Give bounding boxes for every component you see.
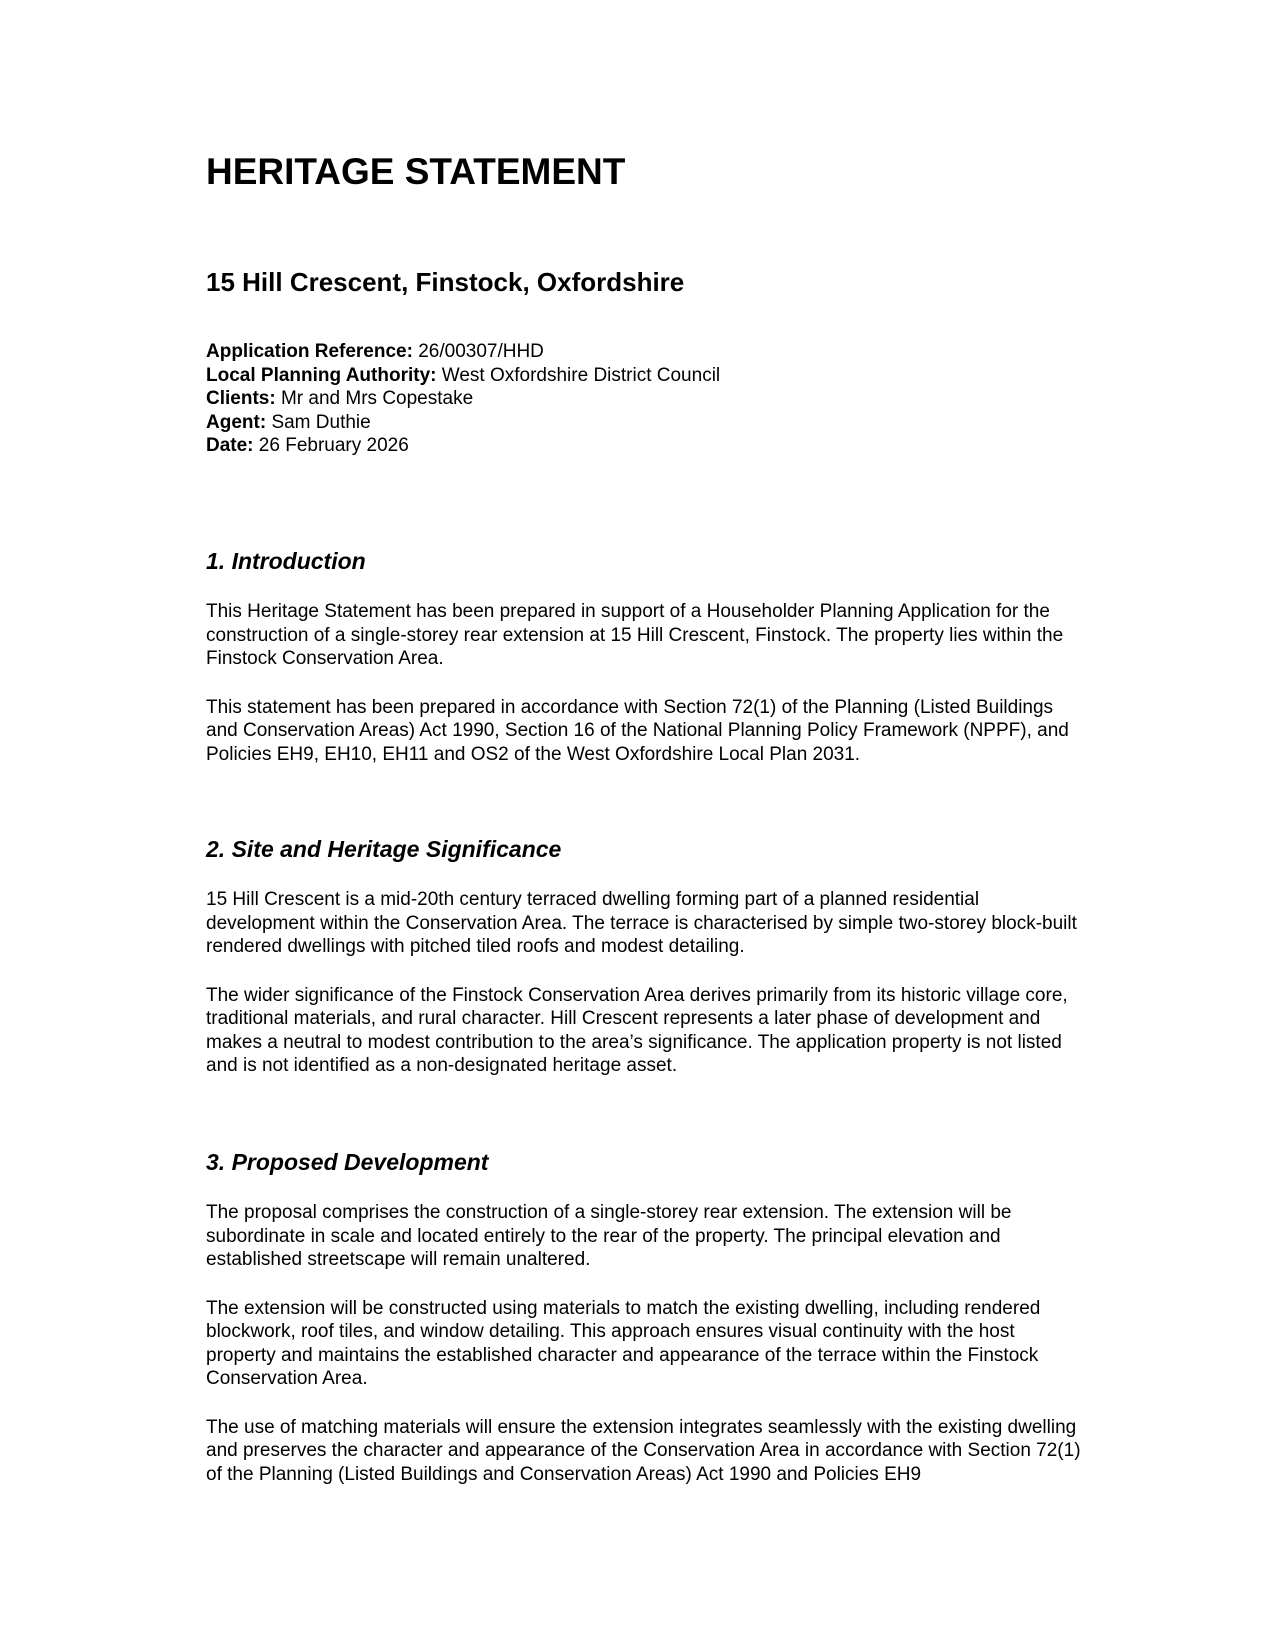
paragraph: The use of matching materials will ensure the extension integrates seamlessly with the existing dwelling and preserves the character and appearance of the Conservation Area in accordance with Section 72(1) of the Planning (Listed Buildings and Conservation Areas) Act 1990 and Policies EH9 [206, 1416, 1081, 1485]
section-proposed-development [206, 1148, 1086, 1486]
section-heading: 2. Site and Heritage Significance [206, 836, 562, 862]
paragraph: This statement has been prepared in accordance with Section 72(1) of the Planning (Listed Buildings and Conservation Areas) Act 1990, Section 16 of the National Planning Policy Framework (NPPF), and Policies EH9, EH10, EH11 and OS2 of the West Oxfordshire Local Plan 2031. [206, 696, 1069, 765]
meta-label: Clients: [206, 388, 276, 409]
meta-row-date [206, 434, 1086, 458]
meta-label: Application Reference: [206, 341, 413, 362]
paragraph: 15 Hill Crescent is a mid-20th century terraced dwelling forming part of a planned residential development within the Conservation Area. The terrace is characterised by simple two-storey block-built rendered dwellings with pitched tiled roofs and modest detailing. [206, 889, 1077, 957]
meta-value: 26/00307/HHD [418, 341, 544, 362]
meta-row-application-reference [206, 340, 1086, 364]
meta-label: Agent: [206, 411, 267, 433]
meta-row-agent [206, 411, 1086, 435]
meta-value: Mr and Mrs Copestake [280, 388, 474, 409]
meta-label: Date: [206, 435, 254, 456]
paragraph: The extension will be constructed using materials to match the existing dwelling, including rendered blockwork, roof tiles, and window detailing. This approach ensures visual continuity with the host property and maintains the established character and appearance of the terrace within the Finstock Conservation Area. [206, 1297, 1041, 1389]
paragraph: The proposal comprises the construction of a single-storey rear extension. The extension will be subordinate in scale and located entirely to the rear of the property. The principal elevation and established streetscape will remain unaltered. [206, 1202, 1012, 1270]
section-heading: 3. Proposed Development [206, 1149, 489, 1175]
meta-value: Sam Duthie [271, 411, 371, 433]
document-title: HERITAGE STATEMENT [206, 151, 626, 192]
section-site-significance [206, 835, 1086, 1078]
meta-value: 26 February 2026 [258, 435, 409, 456]
section-heading: 1. Introduction [206, 548, 366, 574]
meta-label: Local Planning Authority: [206, 364, 437, 386]
section-introduction [206, 547, 1086, 766]
property-address: 15 Hill Crescent, Finstock, Oxfordshire [206, 267, 685, 297]
paragraph: The wider significance of the Finstock Conservation Area derives primarily from its historic village core, traditional materials, and rural character. Hill Crescent represents a later phase of development and makes a neutral to modest contribution to the area’s significance. The application property is not listed and is not identified as a non-designated heritage asset. [206, 984, 1068, 1076]
meta-row-planning-authority [206, 364, 1086, 388]
application-details [206, 340, 1086, 458]
document-content [206, 150, 1086, 1485]
meta-value: West Oxfordshire District Council [441, 364, 721, 386]
paragraph: This Heritage Statement has been prepared in support of a Householder Planning Application for the construction of a single-storey rear extension at 15 Hill Crescent, Finstock. The property lies within the Finstock Conservation Area. [206, 601, 1064, 669]
meta-row-clients [206, 387, 1086, 411]
